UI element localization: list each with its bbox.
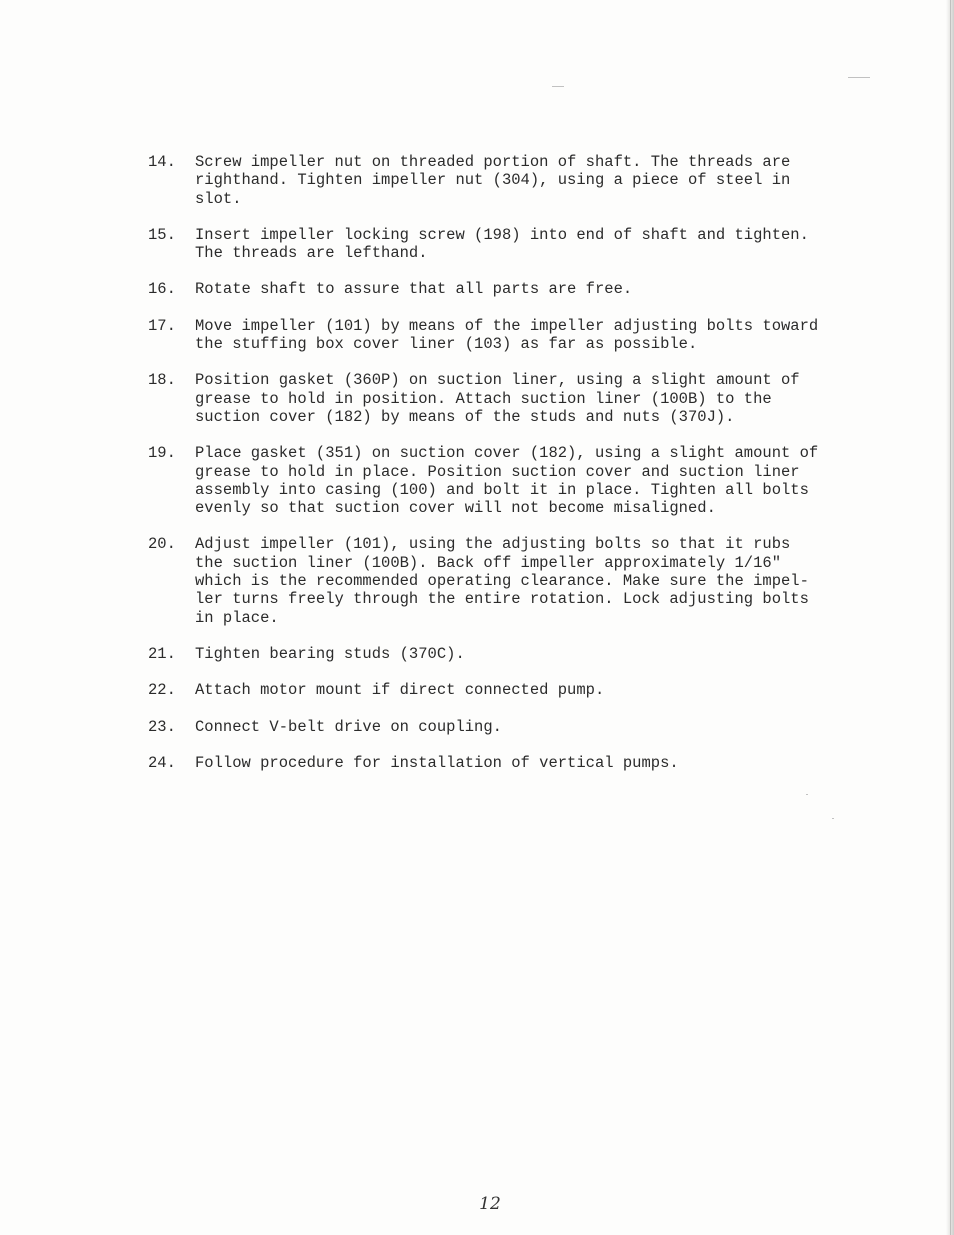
step-number: 15. [148,225,176,244]
step-text: Place gasket (351) on suction cover (182), using a slight amount of grease to hold in place. Position suction cover and suction liner assembly into casing (100) and bolt it in place. Tighten all bolts evenly so that suction cover will not become misaligned. [195,444,819,518]
step-number: 20. [148,535,176,554]
procedure-step [148,371,828,426]
step-number: 16. [148,280,176,299]
step-number: 14. [148,153,176,171]
step-text: Attach motor mount if direct connected pump. [195,681,605,700]
step-text: Move impeller (101) by means of the impeller adjusting bolts toward the stuffing box cover liner (103) as far as possible. [195,316,819,354]
step-number: 21. [148,644,176,663]
procedure-step [148,718,828,736]
procedure-step [148,444,828,517]
step-text: Tighten bearing studs (370C). [195,644,465,663]
procedure-step [148,280,828,298]
scan-speck [552,86,564,87]
scan-speck [848,77,870,78]
step-text: Position gasket (360P) on suction liner, using a slight amount of grease to hold in position. Attach suction liner (100B) to the suction cover (182) by means of the studs and nuts (370J). [195,371,800,426]
step-text: Screw impeller nut on threaded portion of shaft. The threads are righthand. Tighten impeller nut (304), using a piece of steel in slot. [195,153,791,208]
page-number: 12 [479,1194,501,1214]
procedure-step [148,153,828,208]
scan-speck [806,794,808,795]
step-number: 23. [148,717,176,736]
step-text: Adjust impeller (101), using the adjusting bolts so that it rubs the suction liner (100B). Back off impeller approximately 1/16" which is the recommended operating clearance. Make sure the impel- ler turns freely through the entire rotation. Lock adjusting bolts in place. [195,535,809,627]
step-text: Follow procedure for installation of vertical pumps. [195,753,679,772]
procedure-step [148,754,828,772]
step-text: Connect V-belt drive on coupling. [195,717,502,736]
procedure-step [148,645,828,663]
step-number: 19. [148,444,176,463]
page-edge-line [950,0,951,1235]
procedure-steps [148,153,828,790]
step-text: Rotate shaft to assure that all parts are free. [195,280,633,299]
scan-speck [832,818,834,819]
step-number: 17. [148,316,176,335]
procedure-step [148,681,828,699]
procedure-step [148,226,828,263]
step-number: 24. [148,753,176,772]
step-number: 22. [148,681,176,700]
step-text: Insert impeller locking screw (198) into end of shaft and tighten. The threads are lefthand. [195,225,809,263]
procedure-step [148,317,828,354]
procedure-step [148,535,828,626]
step-number: 18. [148,371,176,390]
